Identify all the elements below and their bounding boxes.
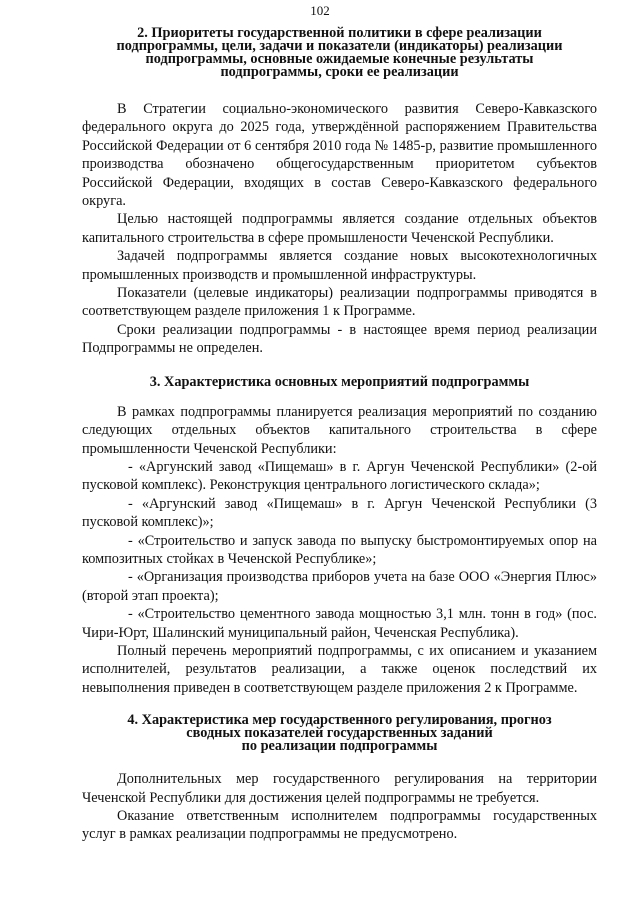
list-item: - «Строительство цементного завода мощностью 3,1 млн. тонн в год» (пос. Чири-Юрт, Шалинский муниципальный район, Чеченская Республика). [82, 606, 597, 641]
page-content [82, 17, 597, 844]
heading-line: по реализации подпрограммы [241, 738, 438, 755]
paragraph: Задачей подпрограммы является создание новых высокотехнологичных промышленных производств и промышленной инфраструктуры. [82, 248, 597, 283]
list-item: - «Аргунский завод «Пищемаш» в г. Аргун Чеченской Республики (3 пусковой комплекс)»; [82, 495, 597, 531]
heading-line: сводных показателей государственных заданий [186, 725, 493, 742]
paragraph: Оказание ответственным исполнителем подпрограммы государственных услуг в рамках реализации подпрограммы не предусмотрено. [82, 808, 597, 843]
paragraph: В рамках подпрограммы планируется реализация мероприятий по созданию следующих отдельных объектов капитального строительства в сфере промышленности Чеченской Республики: [82, 403, 597, 457]
section-3-heading [82, 373, 597, 390]
paragraph: В Стратегии социально-экономического развития Северо-Кавказского федерального округа до 2025 года, утверждённой распоряжением Правительства Российской Федерации от 6 сентября 2010 года № 1485-р, развитие промышленного производства обозначено общегосударственным приоритетом субъектов Российской Федерации, входящих в состав Северо-Кавказского федерального округа. [82, 101, 597, 210]
heading-line: подпрограммы, основные ожидаемые конечные результаты [145, 51, 534, 67]
section-3-body [82, 403, 597, 698]
section-2-heading [82, 27, 597, 79]
paragraph: Сроки реализации подпрограммы - в настоящее время период реализации Подпрограммы не определен. [82, 321, 597, 357]
paragraph: Показатели (целевые индикаторы) реализации подпрограммы приводятся в соответствующем разделе приложения 1 к Программе. [82, 285, 597, 320]
paragraph: Целью настоящей подпрограммы является создание отдельных объектов капитального строительства в сфере промышлености Чеченской Республики. [82, 211, 597, 246]
paragraph: Полный перечень мероприятий подпрограммы, с их описанием и указанием исполнителей, результатов реализации, а также оценок последствий их невыполнения приведен в соответствующем разделе приложения 2 к Программе. [82, 642, 597, 696]
list-item: - «Аргунский завод «Пищемаш» в г. Аргун Чеченской Республики» (2-ой пусковой комплекс). Реконструкция центрального логистического склада»; [82, 458, 597, 494]
heading-line: подпрограммы, сроки ее реализации [220, 64, 459, 80]
heading-line: 2. Приоритеты государственной политики в сфере реализации [137, 25, 542, 41]
page-number: 102 [310, 3, 330, 18]
list-item: - «Организация производства приборов учета на базе ООО «Энергия Плюс» (второй этап проекта); [82, 569, 597, 604]
section-4-heading [82, 714, 597, 753]
section-2-body [82, 100, 597, 358]
heading-line: подпрограммы, цели, задачи и показатели (индикаторы) реализации [116, 38, 563, 54]
paragraph: Дополнительных мер государственного регулирования на территории Чеченской Республики для достижения целей подпрограммы не требуется. [82, 771, 597, 806]
list-item: - «Строительство и запуск завода по выпуску быстромонтируемых опор на композитных стойках в Чеченской Республике»; [82, 532, 597, 567]
heading-line: 3. Характеристика основных мероприятий подпрограммы [149, 373, 530, 390]
section-4-body [82, 770, 597, 844]
heading-line: 4. Характеристика мер государственного регулирования, прогноз [127, 712, 552, 729]
